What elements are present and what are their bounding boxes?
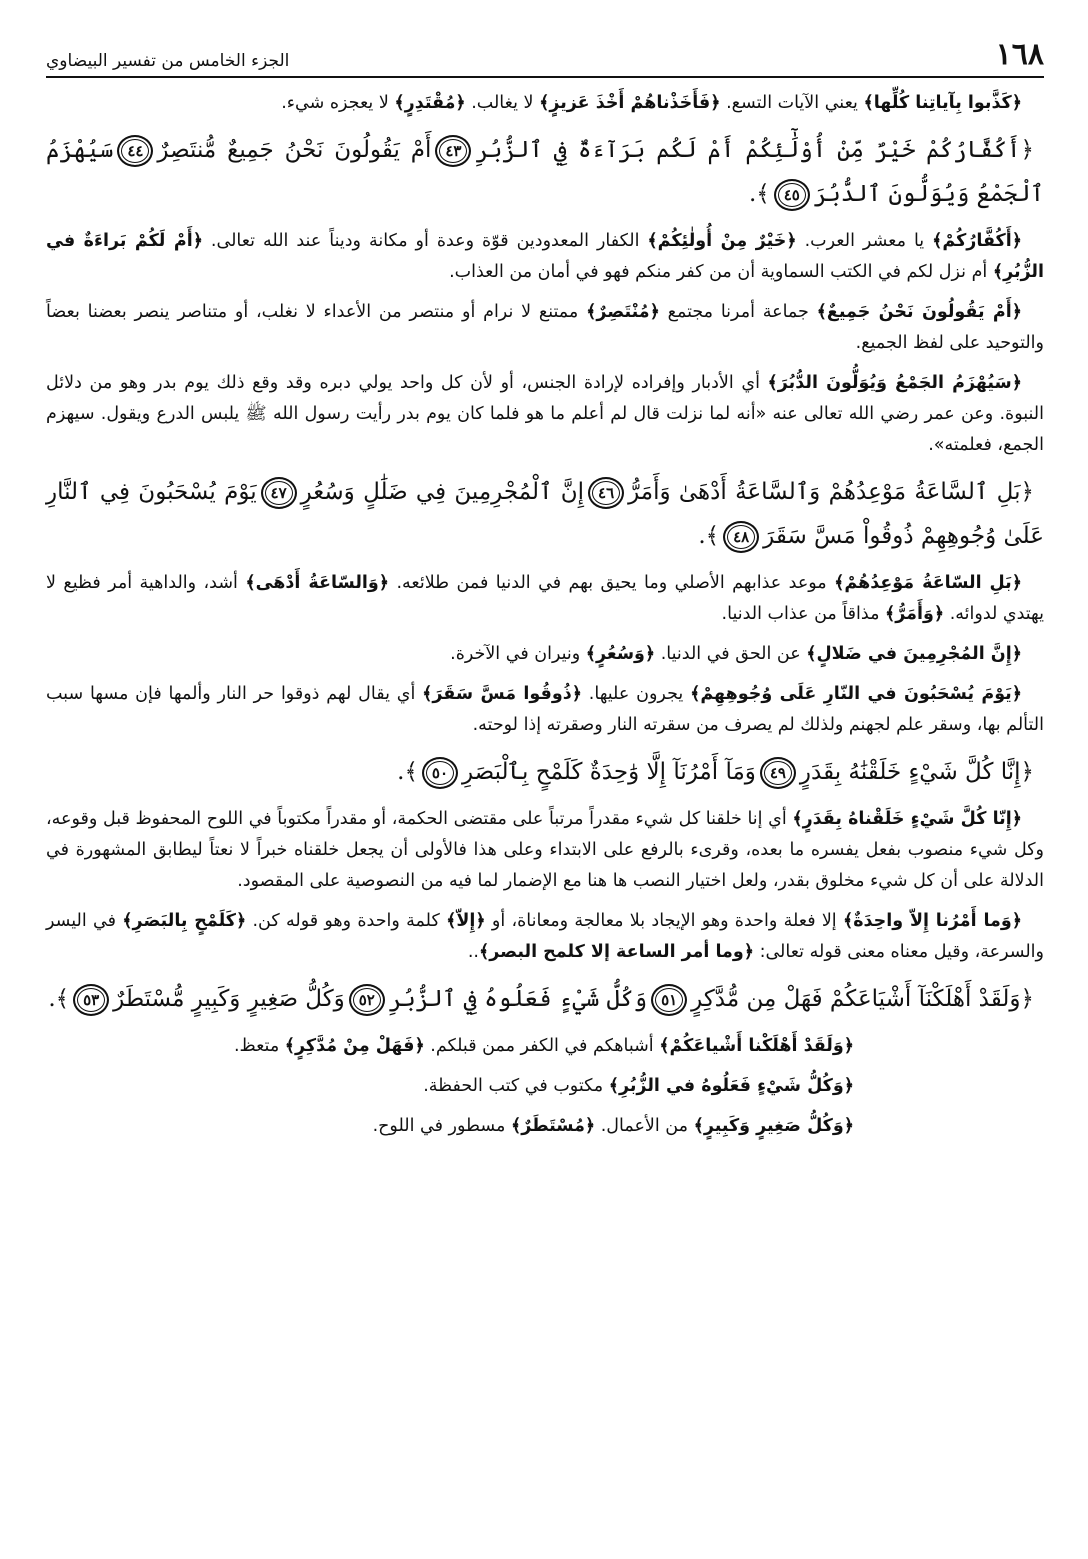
- commentary-text: ممتنع لا نرام أو منتصر من الأعداء لا نغلب، أو متناصر ينصر بعضنا بعضاً والتوحيد على لفظ الجميع.: [46, 302, 1044, 353]
- ayah-number-48: ٤٨: [723, 521, 759, 553]
- verse-text: وَكُلُّ صَغِيرٍ وَكَبِيرٍ مُّسْتَطَرٌ: [113, 986, 345, 1012]
- verse-bracket: ﴿: [1020, 479, 1034, 505]
- quran-quote: ﴿أَمْ لَكُمْ بَراءَةٌ في الزُّبُرِ﴾: [46, 231, 1044, 282]
- commentary-text: جماعة أمرنا مجتمع: [659, 302, 817, 322]
- commentary-text: أشباهكم في الكفر ممن قبلكم.: [424, 1036, 660, 1056]
- commentary-text: ..: [467, 942, 479, 962]
- quran-quote: ﴿أَكُفَّارُكُمْ﴾: [932, 231, 1022, 251]
- commentary-paragraph-1: [46, 88, 1044, 119]
- commentary-paragraph-4: [46, 368, 1044, 461]
- verse-text: أَمْ يَقُولُونَ نَحْنُ جَمِيعٌ مُّنتَصِرٌ: [157, 137, 432, 163]
- commentary-text: من الأعمال.: [595, 1116, 694, 1136]
- verse-text: أَكُفَّارُكُمْ خَيْرٌ مِّنْ أُوْلَٰٓئِكُمْ أَمْ لَكُم بَرَآءَةٌ فِي ٱلزُّبُرِ: [475, 137, 1021, 163]
- ayah-number-47: ٤٧: [261, 477, 297, 509]
- commentary-text: في اليسر والسرعة، وقيل معناه معنى قوله تعالى:: [46, 911, 1044, 962]
- verse-bracket: ﴿: [1020, 759, 1034, 785]
- commentary-text: كلمة واحدة وهو قوله كن.: [246, 911, 447, 931]
- quran-quote: ﴿مُنْتَصِرٌ﴾: [586, 302, 660, 322]
- commentary-text: أي الأدبار وإفراده لإرادة الجنس، أو لأن كل واحد يولي دبره وقد وقع ذلك يوم بدر وهو من دلائل النبوة. وعن عمر رضي الله تعالى عنه «أنه لما نزلت قال لم أعلم ما هو فلما كان يوم بدر رأيت رسول الله ﷺ يلبس الدرع ويقول. سيهزم الجمع، فعلمته».: [46, 373, 1044, 455]
- ayah-number-49: ٤٩: [760, 757, 796, 789]
- commentary-text: مذاقاً من عذاب الدنيا.: [721, 604, 886, 624]
- commentary-text: أم نزل لكم في الكتب السماوية أن من كفر منكم فهو في أمان من العذاب.: [449, 262, 993, 282]
- quran-quote: ﴿وَسُعُرٍ﴾: [585, 644, 656, 664]
- verse-text: وَكُلُّ شَيْءٍ فَعَلُوهُ فِي ٱلزُّبُرِ: [388, 986, 648, 1012]
- ayah-number-50: ٥٠: [422, 757, 458, 789]
- commentary-paragraph-8: [46, 804, 1044, 897]
- commentary-paragraph-3: [46, 297, 1044, 359]
- commentary-text: عن الحق في الدنيا.: [655, 644, 807, 664]
- commentary-text: لا يعجزه شيء.: [281, 93, 395, 113]
- quran-quote: ﴿يَوْمَ يُسْحَبُونَ في النّارِ عَلَى وُجُوهِهِمْ﴾: [690, 684, 1023, 704]
- ayah-number-46: ٤٦: [588, 477, 624, 509]
- commentary-paragraph-7: [46, 679, 1044, 741]
- commentary-text: الكفار المعدودين قوّة وعدة أو مكانة وديناً عند الله تعالى.: [202, 231, 648, 251]
- verse-block-51-53: [46, 977, 1044, 1021]
- quran-quote: ﴿بَلِ السّاعَةُ مَوْعِدُهُمْ﴾: [834, 573, 1023, 593]
- quran-quote: ﴿فَهَلْ مِنْ مُدَّكِرٍ﴾: [284, 1036, 425, 1056]
- quran-quote: ﴿مُسْتَطَرٌ﴾: [510, 1116, 596, 1136]
- ayah-number-44: ٤٤: [117, 135, 153, 167]
- commentary-paragraph-9: [46, 906, 1044, 968]
- commentary-text: أي يقال لهم ذوقوا حر النار وألمها فإن مسها سبب التألم بها، وسقر علم لجهنم ولذلك لم يصرف من سقرته النار وصقرته إذا لوحته.: [46, 684, 1044, 735]
- verse-bracket: ﴾.: [48, 986, 70, 1012]
- verse-bracket: ﴾.: [698, 523, 720, 549]
- commentary-paragraph-5: [46, 568, 1044, 630]
- quran-quote: ﴿مُقْتَدِرٍ﴾: [394, 93, 466, 113]
- quran-quote: ﴿إِلاّ﴾: [446, 911, 486, 931]
- commentary-text: يعني الآيات التسع.: [720, 93, 864, 113]
- quran-quote: ﴿كَلَمْحٍ بِالبَصَرِ﴾: [122, 911, 247, 931]
- verse-text: بَلِ ٱلسَّاعَةُ مَوْعِدُهُمْ وَٱلسَّاعَةُ أَدْهَىٰ وَأَمَرُّ: [628, 479, 1021, 505]
- quran-quote: ﴿وَكُلُّ شَيْءٍ فَعَلُوهُ في الزُّبُرِ﴾: [608, 1076, 854, 1096]
- commentary-paragraph-10: [46, 1031, 854, 1062]
- ayah-number-45: ٤٥: [774, 179, 810, 211]
- commentary-text: أي إنا خلقنا كل شيء مقدراً مرتباً على مقتضى الحكمة، أو مقدراً مكتوباً في اللوح المحفوظ قبل وقوعه، وكل شيء منصوب بفعل يفسره ما بعده، وقرىء بالرفع على الابتداء وعلى هذا فالأولى أن يجعل خلقناه خبراً لا نعتاً ليطابق المشهورة في الدلالة على أن كل شيء مخلوق بقدر، ولعل اختيار النصب ها هنا مع الإضمار لما فيه من النصوصية على المقصود.: [46, 809, 1044, 891]
- verse-text: سَيُهْزَمُ ٱلْجَمْعُ وَيُوَلُّونَ ٱلدُّبُرَ: [46, 137, 1044, 207]
- verse-block-43-45: [46, 128, 1044, 216]
- quran-quote: ﴿خَيْرٌ مِنْ أُولٰئِكُمْ﴾: [647, 231, 797, 251]
- commentary-paragraph-11: [46, 1071, 854, 1102]
- commentary-paragraph-6: [46, 639, 1044, 670]
- verse-block-49-50: [46, 750, 1044, 794]
- verse-text: وَلَقَدْ أَهْلَكْنَآ أَشْيَاعَكُمْ فَهَلْ مِن مُّدَّكِرٍ: [691, 986, 1021, 1012]
- ayah-number-53: ٥٣: [73, 984, 109, 1016]
- commentary-text: مسطور في اللوح.: [372, 1116, 511, 1136]
- quran-quote: ﴿وَالسّاعَةُ أَدْهَى﴾: [245, 573, 390, 593]
- verse-text: إِنَّا كُلَّ شَيْءٍ خَلَقْنَٰهُ بِقَدَرٍ: [799, 759, 1021, 785]
- quran-quote: ﴿فَأَخَذْناهُمْ أَخْذَ عَزيزٍ﴾: [539, 93, 721, 113]
- commentary-text: متعظ.: [233, 1036, 285, 1056]
- commentary-text: يا معشر العرب.: [796, 231, 933, 251]
- quran-quote: ﴿كَذَّبوا بِآياتِنا كُلِّها﴾: [863, 93, 1022, 113]
- commentary-text: يجرون عليها.: [581, 684, 691, 704]
- commentary-text: ونيران في الآخرة.: [450, 644, 586, 664]
- quran-quote: ﴿وَكُلُّ صَغِيرٍ وَكَبِيرٍ﴾: [693, 1116, 854, 1136]
- commentary-paragraph-12: [46, 1111, 854, 1142]
- verse-block-46-48: [46, 470, 1044, 558]
- commentary-text: إلا فعلة واحدة وهو الإيجاد بلا معالجة ومعاناة، أو: [485, 911, 843, 931]
- quran-quote-bold: ﴿وما أمر الساعة إلا كلمح البصر﴾: [478, 942, 755, 962]
- quran-quote: ﴿وَأَمَرُّ﴾: [885, 604, 945, 624]
- commentary-text: موعد عذابهم الأصلي وما يحيق بهم في الدنيا فمن طلائعه.: [389, 573, 835, 593]
- verse-text: يَوْمَ يُسْحَبُونَ فِي ٱلنَّارِ عَلَىٰ وُجُوهِهِمْ ذُوقُواْ مَسَّ سَقَرَ: [46, 479, 1044, 549]
- quran-quote: ﴿إِنّا كُلَّ شَيْءٍ خَلَقْناهُ بِقَدَرٍ﴾: [792, 809, 1022, 829]
- verse-text: وَمَآ أَمْرُنَآ إِلَّا وَٰحِدَةٌ كَلَمْحٍ بِٱلْبَصَرِ: [461, 759, 756, 785]
- commentary-text: لا يغالب.: [465, 93, 540, 113]
- verse-bracket: ﴿: [1020, 137, 1034, 163]
- commentary-paragraph-2: [46, 226, 1044, 288]
- ayah-number-51: ٥١: [651, 984, 687, 1016]
- verse-bracket: ﴾.: [748, 181, 770, 207]
- quran-quote: ﴿سَيُهْزَمُ الجَمْعُ وَيُوَلُّونَ الدُّبُرَ﴾: [767, 373, 1022, 393]
- commentary-text: مكتوب في كتب الحفظة.: [423, 1076, 609, 1096]
- verse-bracket: ﴿: [1020, 986, 1034, 1012]
- quran-quote: ﴿أَمْ يَقُولُونَ نَحْنُ جَمِيعٌ﴾: [816, 302, 1022, 322]
- ayah-number-52: ٥٢: [349, 984, 385, 1016]
- commentary-text: أشد، والداهية أمر فظيع لا يهتدي لدوائه.: [46, 573, 1044, 624]
- quran-quote: ﴿وَلَقَدْ أَهْلَكْنا أَشْياعَكُمْ﴾: [659, 1036, 854, 1056]
- quran-quote: ﴿وَما أَمْرُنا إِلاّ واحِدَةٌ﴾: [842, 911, 1022, 931]
- page-header: [46, 37, 1044, 78]
- quran-quote: ﴿ذُوقُوا مَسَّ سَقَرَ﴾: [422, 684, 582, 704]
- ayah-number-43: ٤٣: [435, 135, 471, 167]
- verse-bracket: ﴾.: [397, 759, 418, 785]
- page-number: ١٦٨: [995, 37, 1044, 72]
- running-title: الجزء الخامس من تفسير البيضاوي: [46, 51, 290, 71]
- quran-quote: ﴿إِنَّ المُجْرِمِينَ في ضَلالٍ﴾: [806, 644, 1022, 664]
- verse-text: إِنَّ ٱلْمُجْرِمِينَ فِي ضَلَٰلٍ وَسُعُرٍ: [300, 479, 585, 505]
